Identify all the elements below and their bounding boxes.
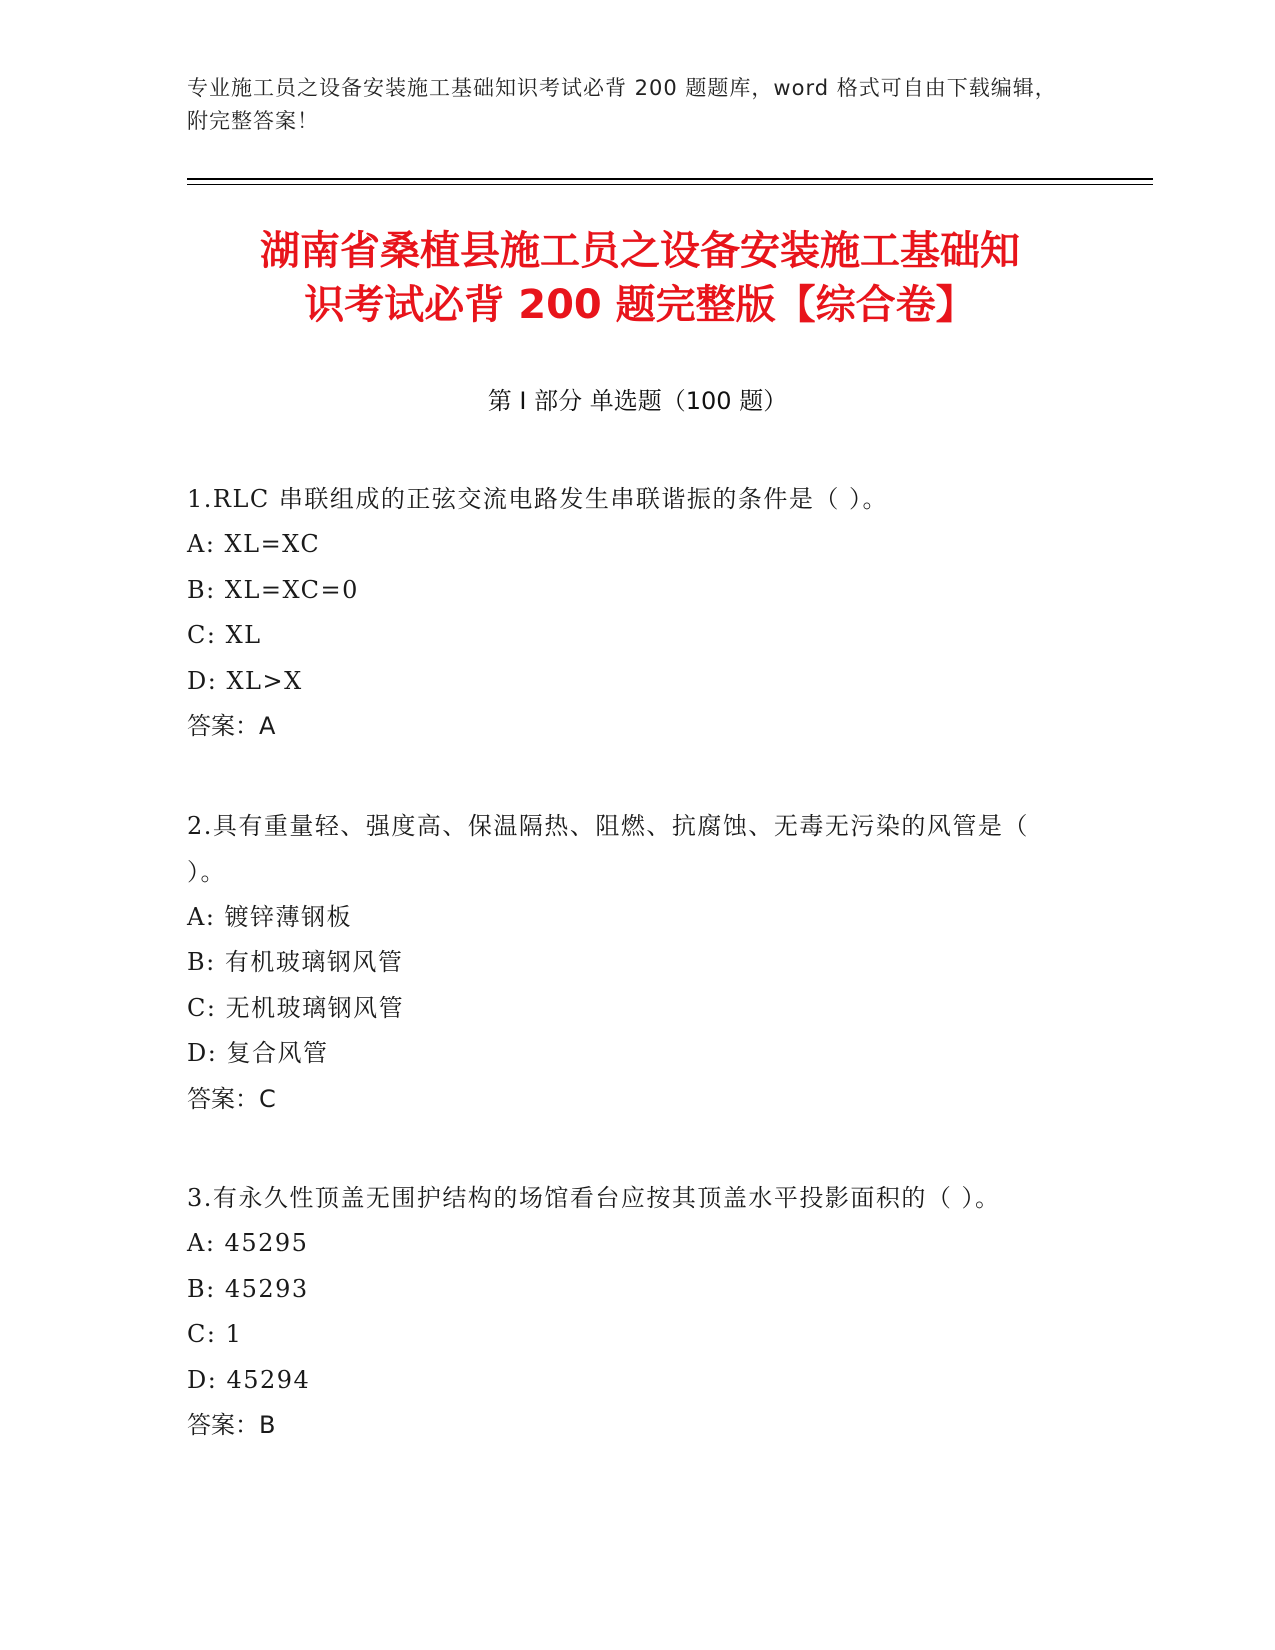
question-spacer: [187, 750, 1067, 803]
option-c: C: XL: [187, 621, 262, 649]
header-rule-thick: [187, 178, 1153, 180]
option-a: A: 镀锌薄钢板: [187, 902, 353, 931]
document-title-line-1: 湖南省桑植县施工员之设备安装施工基础知: [260, 228, 1020, 274]
option-a: A: XL=XC: [187, 530, 321, 558]
answer: 答案：C: [187, 1084, 276, 1113]
question-list: [187, 476, 1067, 1449]
document-title: [120, 224, 1160, 332]
option-d: D: 45294: [187, 1365, 311, 1394]
answer: 答案：B: [187, 1411, 276, 1439]
option-c: C: 1: [187, 1320, 243, 1348]
option-d: D: 复合风管: [187, 1039, 329, 1067]
question-1: [187, 476, 1067, 750]
option-d: D: XL>X: [187, 666, 303, 695]
question-stem: 2.具有重量轻、强度高、保温隔热、阻燃、抗腐蚀、无毒无污染的风管是（ ）。: [187, 811, 1029, 886]
header-note: 专业施工员之设备安装施工基础知识考试必背 200 题题库，word 格式可自由下载编辑，附完整答案！: [187, 76, 1057, 133]
question-spacer: [187, 1122, 1067, 1175]
answer: 答案：A: [187, 712, 276, 740]
question-stem: 1.RLC 串联组成的正弦交流电路发生串联谐振的条件是（ ）。: [187, 485, 889, 513]
header-rule-thin: [187, 184, 1153, 185]
question-2: [187, 803, 1067, 1123]
option-c: C: 无机玻璃钢风管: [187, 993, 405, 1022]
option-a: A: 45295: [187, 1229, 309, 1257]
section-heading: 第 I 部分 单选题（100 题）: [487, 387, 788, 415]
question-stem: 3.有永久性顶盖无围护结构的场馆看台应按其顶盖水平投影面积的（ ）。: [187, 1184, 1001, 1212]
question-3: [187, 1175, 1067, 1449]
option-b: B: 有机玻璃钢风管: [187, 948, 404, 976]
option-b: B: XL=XC=0: [187, 575, 359, 604]
option-b: B: 45293: [187, 1274, 309, 1303]
document-title-line-2: 识考试必背 200 题完整版【综合卷】: [304, 282, 976, 328]
